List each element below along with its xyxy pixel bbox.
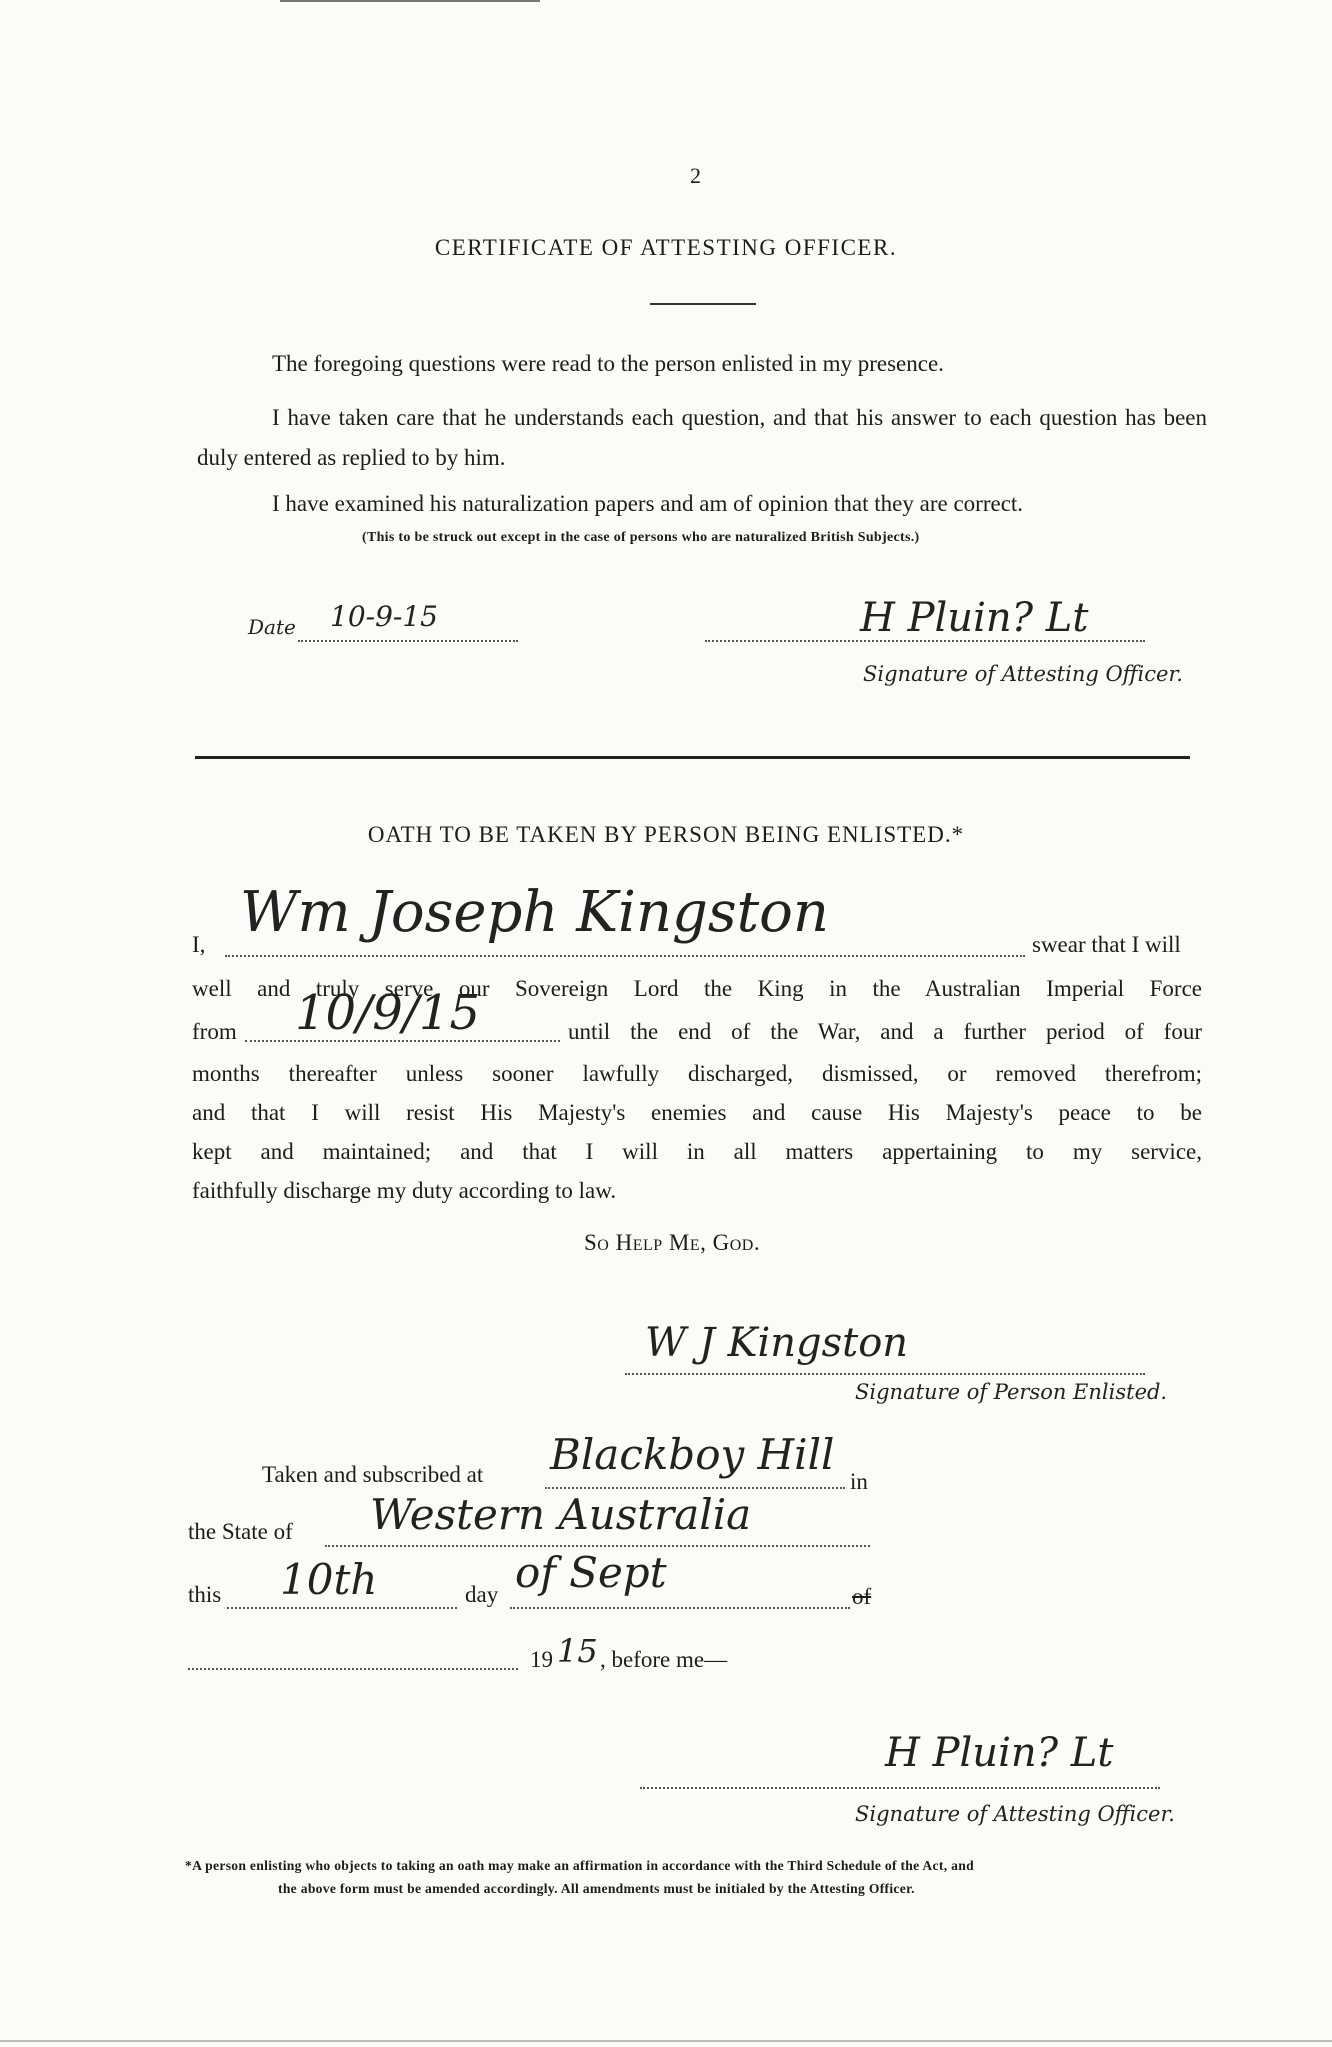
year: 15 [557, 1632, 598, 1670]
oath-line-5: and that I will resist His Majesty's enemies and cause His Majesty's peace to be [192, 1100, 1202, 1125]
place: Blackboy Hill [550, 1430, 835, 1479]
footnote-line-2: the above form must be amended accordingly. All amendments must be initialed by the Attesting Officer. [278, 1881, 915, 1896]
date-value: 10-9-15 [330, 600, 438, 633]
title-rule [650, 303, 756, 305]
state-label: the State of [188, 1519, 293, 1544]
oath-from-label: from [192, 1019, 237, 1044]
day-label: day [465, 1582, 499, 1607]
state: Western Australia [370, 1490, 752, 1539]
so-help-me-god: So Help Me, God. [584, 1230, 761, 1255]
month-line [510, 1607, 850, 1609]
of-label: of [852, 1584, 872, 1609]
date-line [298, 640, 518, 642]
before-me: , before me— [600, 1647, 728, 1672]
certificate-title: CERTIFICATE OF ATTESTING OFFICER. [434, 235, 898, 260]
day: 10th [280, 1555, 378, 1604]
state-line [325, 1545, 870, 1547]
top-edge-line [280, 0, 540, 2]
footnote-line-1: *A person enlisting who objects to taking an oath may make an affirmation in accordance with the Third Schedule of the Act, and [185, 1858, 974, 1873]
from-date: 10/9/15 [295, 985, 481, 1041]
enlisted-signature-line [625, 1373, 1145, 1375]
officer-signature-1: H Pluin? Lt [860, 595, 1089, 641]
taken-label: Taken and subscribed at [262, 1462, 484, 1487]
naturalization-note: (This to be struck out except in the case of persons who are naturalized British Subjects.) [362, 530, 920, 545]
date-label: Date [248, 615, 296, 639]
oath-line-3: until the end of the War, and a further period of four [568, 1019, 1202, 1044]
bottom-edge-line [0, 2040, 1332, 2042]
certificate-paragraph-1: The foregoing questions were read to the person enlisted in my presence. [272, 351, 944, 376]
year-prefix: 19 [530, 1647, 553, 1672]
place-line [545, 1487, 845, 1489]
oath-line-2: well and truly serve our Sovereign Lord the King in the Australian Imperial Force [192, 976, 1202, 1001]
oath-line-4: months thereafter unless sooner lawfully discharged, dismissed, or removed therefrom; [192, 1061, 1202, 1086]
name-line [225, 955, 1025, 957]
year-line [188, 1668, 518, 1670]
month: of Sept [515, 1548, 667, 1597]
oath-i-label: I, [192, 932, 206, 957]
officer-signature-line-2 [640, 1787, 1160, 1789]
in-label: in [850, 1469, 868, 1494]
officer-signature-caption-2: Signature of Attesting Officer. [855, 1802, 1175, 1826]
this-label: this [188, 1582, 222, 1607]
officer-signature-caption-1: Signature of Attesting Officer. [863, 662, 1183, 686]
enlisted-signature-caption: Signature of Person Enlisted. [855, 1380, 1168, 1404]
page-number: 2 [690, 163, 701, 188]
oath-swear: swear that I will [1032, 932, 1181, 957]
enlisted-signature: W J Kingston [645, 1320, 909, 1366]
enlistee-name: Wm Joseph Kingston [240, 880, 829, 945]
oath-title: OATH TO BE TAKEN BY PERSON BEING ENLISTED.* [367, 822, 965, 847]
section-divider [195, 756, 1190, 759]
oath-line-7: faithfully discharge my duty according to law. [192, 1178, 617, 1203]
officer-signature-2: H Pluin? Lt [885, 1730, 1114, 1776]
certificate-paragraph-2: I have taken care that he understands each question, and that his answer to each question has been duly entered as replied to by him. [197, 405, 1207, 470]
oath-line-6: kept and maintained; and that I will in all matters appertaining to my service, [192, 1139, 1202, 1164]
certificate-paragraph-3: I have examined his naturalization papers and am of opinion that they are correct. [272, 491, 1024, 516]
day-line [227, 1607, 457, 1609]
